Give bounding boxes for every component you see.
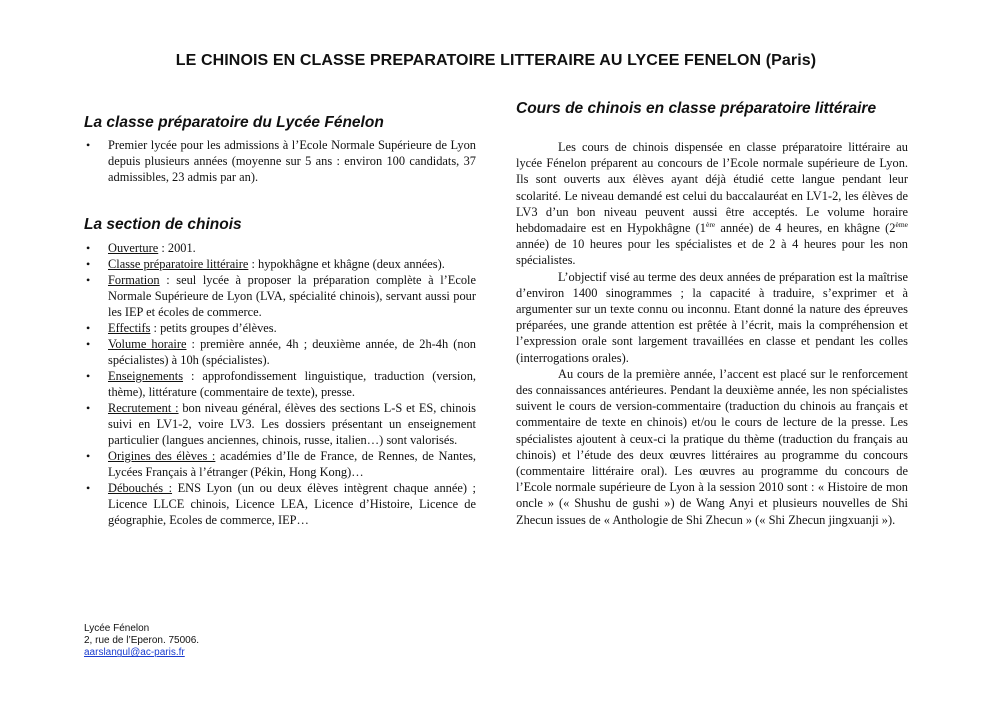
section-heading-cours-chinois: Cours de chinois en classe préparatoire littéraire (516, 100, 877, 117)
item-text: bon niveau général, élèves des sections L-S et ES, chinois suivi en LV1-2, voire LV3. Les dossiers présentant un enseignement particulier (langues anciennes, chinois, russe, italien…) sont valorisés. (108, 401, 476, 447)
item-text: ENS Lyon (un ou deux élèves intègrent chaque année) ; Licence LLCE chinois, Licence LEA, Licence d’Histoire, Licence de géographie, Ecoles de commerce, IEP… (108, 481, 476, 527)
section-heading-classe-preparatoire: La classe préparatoire du Lycée Fénelon (84, 114, 384, 131)
classe-preparatoire-list (84, 137, 476, 185)
item-label: Effectifs (108, 321, 151, 335)
list-item: • Premier lycée pour les admissions à l’Ecole Normale Supérieure de Lyon depuis plusieurs années (moyenne sur 5 ans : environ 100 candidats, 37 admissibles, 23 admis par an). (84, 137, 476, 185)
list-item (84, 240, 476, 256)
item-text: : hypokhâgne et khâgne (deux années). (248, 257, 445, 271)
item-label: Recrutement : (108, 401, 179, 415)
footer-address (84, 623, 199, 660)
paragraph-intro: Les cours de chinois dispensée en classe préparatoire littéraire au lycée Fénelon préparent au concours de l’Ecole normale supérieure de Lyon. Ils sont ouverts aux élèves ayant déjà étudié cette langue pendant leur scolarité. Le niveau demandé est celui du baccalauréat en LV1-2, les élèves de LV3 d’un bon niveau peuvent aussi être acceptés. Le volume horaire hebdomadaire est en Hypokhâgne (1ère année) de 4 heures, en khâgne (2ème année) de 10 heures pour les spécialistes et de 2 à 4 heures pour les non spécialistes. (516, 140, 908, 268)
item-text: : 2001. (158, 241, 196, 255)
footer-school-name: Lycée Fénelon (84, 623, 150, 634)
section-chinois-list (84, 240, 476, 528)
cours-body (516, 139, 908, 528)
item-label: Enseignements (108, 369, 184, 383)
item-text: : approfondissement linguistique, traduction (version, thème), littérature (commentaire de texte), presse. (108, 369, 476, 399)
item-text: académies d’Ile de France, de Rennes, de Nantes, Lycées Français à l’étranger (Pékin, Hong Kong)… (108, 449, 476, 479)
item-label: Ouverture (108, 241, 159, 255)
item-label: Formation (108, 273, 160, 287)
item-text: : seul lycée à proposer la préparation complète à l’Ecole Normale Supérieure de Lyon (LVA, spécialité chinois), servant aussi pour les IEP et écoles de commerce. (108, 273, 476, 319)
section-heading-chinois: La section de chinois (84, 216, 242, 233)
item-text: : petits groupes d’élèves. (150, 321, 277, 335)
item-label: Débouchés : (108, 481, 173, 495)
list-item (84, 480, 476, 528)
item-label: Volume horaire (108, 337, 187, 351)
footer-email-link[interactable]: aarslangul@ac-paris.fr (84, 647, 185, 659)
list-item (84, 400, 476, 448)
paragraph-objectif: L’objectif visé au terme des deux années de préparation est la maîtrise d’environ 1400 sinogrammes ; la capacité à traduire, s’exprimer et à argumenter sur un texte connu ou inconnu. Etant donné la nature des épreuves préparées, une grande attention est prêtée à l’écrit, mais la compréhension et l’expression orale sont largement travaillées en classe et pendant les colles (interrogations orales). (516, 269, 908, 365)
item-text: : première année, 4h ; deuxième année, de 2h-4h (non spécialistes) à 10h (spécialistes). (108, 337, 476, 367)
list-item (84, 336, 476, 368)
list-item (84, 320, 476, 336)
paragraph-premiere-annee: Au cours de la première année, l’accent est placé sur le renforcement des connaissances antérieures. Pendant la deuxième année, les non spécialistes suivent le cours de version-commentaire (traduction du chinois au français et commentaire de texte en chinois) et/ou le cours de lecture de la presse. Les spécialistes ajoutent à ceux-ci la pratique du thème (traduction du français au chinois) et l’étude des deux œuvres littéraires au programme du concours (commentaire littéraire oral). Les œuvres au programme du concours de l’Ecole normale supérieure de Lyon à la session 2010 sont : « Histoire de mon oncle » (« Shushu de gushi ») de Wang Anyi et plusieurs nouvelles de Shi Zhecun issues de « Anthologie de Shi Zhecun » (« Shi Zhecun jingxuanji »). (516, 366, 908, 527)
page-title: LE CHINOIS EN CLASSE PREPARATOIRE LITTERAIRE AU LYCEE FENELON (Paris) (175, 52, 817, 69)
list-item (84, 272, 476, 320)
footer-street: 2, rue de l’Eperon. 75006. (84, 635, 200, 647)
list-item (84, 256, 476, 272)
item-label: Classe préparatoire littéraire (108, 257, 249, 271)
list-item (84, 448, 476, 480)
item-label: Origines des élèves : (108, 449, 216, 463)
list-item (84, 368, 476, 400)
